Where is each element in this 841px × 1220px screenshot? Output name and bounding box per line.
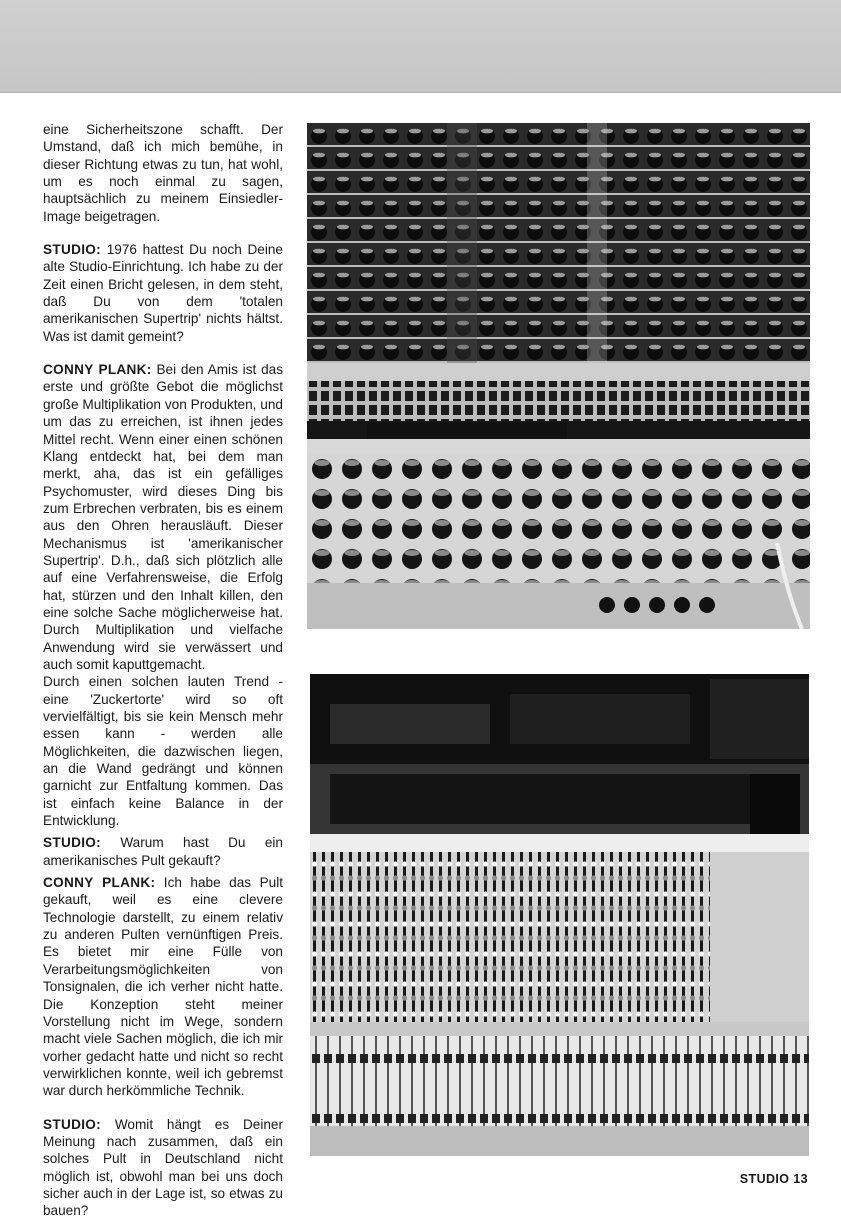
paragraph-text: Ich habe das Pult gekauft, weil es eine clevere Technologie darstellt, zu einem relativ zu anderen Pulten vernünftigen Preis. Es bietet mir eine Fülle von Verarbeitungsmöglichkeiten von Tonsignalen, die ich verher nicht hatte. Die Konzeption steht meiner Vorstellung nicht im Wege, sondern macht viele Sachen möglich, die ich mir vorher gedacht hatte und nicht so recht verwirklichen konnte, weil ich gebremst war durch herkömmliche Technik. [43, 875, 283, 1099]
article-text [43, 121, 283, 1220]
speaker-label: STUDIO: [43, 1116, 101, 1132]
page-folio: STUDIO 13 [739, 1172, 808, 1186]
mixing-console-photo [310, 674, 809, 1156]
speaker-label: CONNY PLANK: [43, 362, 152, 378]
paragraph-text: eine Sicherheitszone schafft. Der Umstand, daß ich mich bemühe, in dieser Richtung etwas zu tun, hat wohl, um es noch einmal zu sagen, hauptsächlich zu meinem Einsiedler-Image beigetragen. [43, 122, 283, 224]
paragraph-text: Warum hast Du ein amerikanisches Pult gekauft? [43, 835, 283, 868]
paragraph [43, 874, 283, 1099]
speaker-label: STUDIO: [43, 242, 101, 258]
paragraph [43, 361, 283, 673]
synthesizer-photo [307, 123, 810, 629]
paragraph [43, 673, 283, 829]
paragraph [43, 241, 283, 345]
mixing-console-illustration [310, 674, 809, 1156]
paragraph-text: Bei den Amis ist das erste und größte Gebot die möglichst große Multiplikation von Produkten, und um das zu erreichen, ist ihnen jedes Mittel recht. Wenn einer einen schönen Klang entdeckt hat, bei dem man merkt, aha, das ist ein gefälliges Psychomuster, wird dieses Ding bis zum Erbrechen verbraten, bis es einem aus den Ohren herausläuft. Dieser Mechanismus ist 'amerikanischer Supertrip'. D.h., daß sich plötzlich alle auf eine Verfahrensweise, die Erfolg hat, stürzen und den Inhalt killen, den eine solche Sache möglicherweise hat. Durch Multiplikation und vielfache Anwendung wird sie verwässert und auch somit kaputtgemacht. [43, 362, 284, 672]
header-band [0, 0, 841, 93]
synthesizer-knobs-illustration [307, 123, 810, 629]
paragraph [43, 1116, 283, 1220]
speaker-label: STUDIO: [43, 835, 101, 851]
paragraph-text: 1976 hattest Du noch Deine alte Studio-Einrichtung. Ich habe zu der Zeit einen Bricht gelesen, in dem steht, daß Du von dem 'totalen amerikanischen Supertrip' nichts hältst. Was ist damit gemeint? [43, 242, 283, 344]
paragraph-text: Womit hängt es Deiner Meinung nach zusammen, daß ein solches Pult in Deutschland nicht möglich ist, obwohl man bei uns doch sicher auch in der Lage ist, so etwas zu bauen? [43, 1116, 284, 1219]
speaker-label: CONNY PLANK: [43, 875, 156, 891]
paragraph [43, 834, 283, 869]
paragraph-text: Durch einen solchen lauten Trend - eine 'Zuckertorte' wird so oft vervielfältigt, bis sie kein Mensch mehr essen kann - werden alle Möglichkeiten, die dazwischen liegen, an die Wand gedrängt und können garnicht zur Entfaltung kommen. Das ist einfach keine Balance in der Entwicklung. [43, 674, 283, 829]
paragraph [43, 121, 283, 225]
